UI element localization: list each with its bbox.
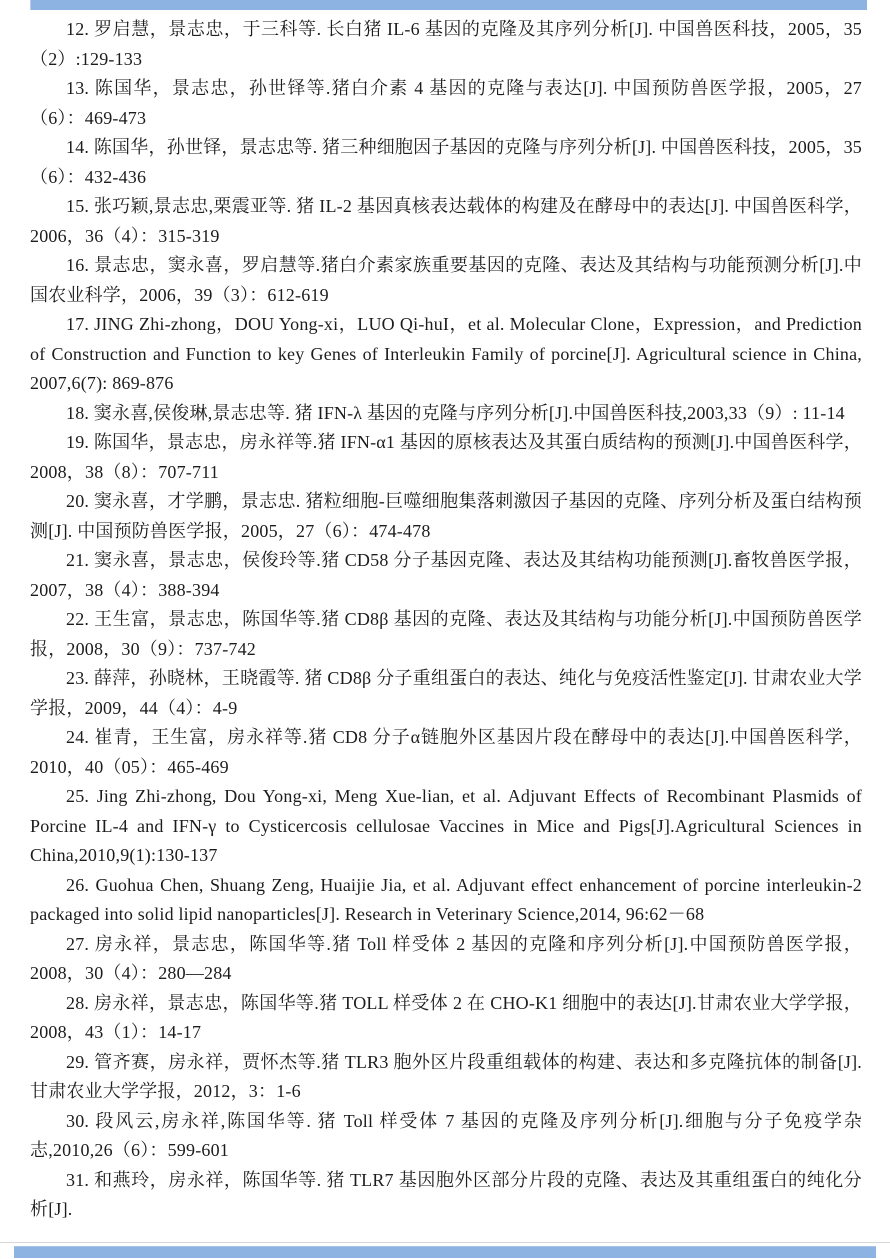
reference-item: 12. 罗启慧，景志忠，于三科等. 长白猪 IL-6 基因的克隆及其序列分析[J]. 中国兽医科技，2005，35（2）:129-133 bbox=[30, 19, 862, 69]
reference-item: 21. 窦永喜，景志忠，侯俊玲等.猪 CD58 分子基因克隆、表达及其结构功能预测[J].畜牧兽医学报，2007，38（4）：388-394 bbox=[30, 550, 862, 600]
reference-item: 24. 崔青，王生富，房永祥等.猪 CD8 分子α链胞外区基因片段在酵母中的表达[J].中国兽医科学，2010，40（05）：465-469 bbox=[30, 727, 862, 777]
reference-item: 16. 景志忠，窦永喜，罗启慧等.猪白介素家族重要基因的克隆、表达及其结构与功能预测分析[J].中国农业科学，2006，39（3）：612-619 bbox=[30, 255, 862, 305]
reference-item: 19. 陈国华，景志忠，房永祥等.猪 IFN-α1 基因的原核表达及其蛋白质结构的预测[J].中国兽医科学，2008，38（8）：707-711 bbox=[30, 432, 862, 482]
reference-item: 27. 房永祥，景志忠，陈国华等.猪 Toll 样受体 2 基因的克隆和序列分析[J].中国预防兽医学报，2008，30（4）：280—284 bbox=[30, 933, 862, 983]
footer-divider bbox=[0, 1242, 890, 1243]
bottom-page-border-bar bbox=[14, 1246, 876, 1258]
reference-item: 20. 窦永喜，才学鹏，景志忠. 猪粒细胞-巨噬细胞集落刺激因子基因的克隆、序列分析及蛋白结构预测[J]. 中国预防兽医学报，2005，27（6）：474-478 bbox=[30, 491, 862, 541]
reference-item: 26. Guohua Chen, Shuang Zeng, Huaijie Jia, et al. Adjuvant effect enhancement of porcine interleukin-2 packaged into solid lipid nanoparticles[J]. Research in Veterinary Science,2014, 96:62－68 bbox=[30, 874, 862, 924]
reference-item: 31. 和燕玲，房永祥，陈国华等. 猪 TLR7 基因胞外区部分片段的克隆、表达及其重组蛋白的纯化分析[J]. bbox=[30, 1169, 862, 1219]
reference-item: 14. 陈国华，孙世铎，景志忠等. 猪三种细胞因子基因的克隆与序列分析[J]. 中国兽医科技，2005，35（6）：432-436 bbox=[30, 137, 862, 187]
reference-list bbox=[30, 15, 862, 1225]
reference-item: 18. 窦永喜,侯俊琳,景志忠等. 猪 IFN-λ 基因的克隆与序列分析[J].中国兽医科技,2003,33（9）: 11-14 bbox=[66, 402, 845, 423]
reference-item: 29. 管齐赛，房永祥，贾怀杰等.猪 TLR3 胞外区片段重组载体的构建、表达和多克隆抗体的制备[J]. 甘肃农业大学学报，2012，3：1-6 bbox=[30, 1051, 862, 1101]
reference-item: 15. 张巧颖,景志忠,栗震亚等. 猪 IL-2 基因真核表达载体的构建及在酵母中的表达[J]. 中国兽医科学，2006，36（4）：315-319 bbox=[30, 196, 862, 246]
reference-item: 25. Jing Zhi-zhong, Dou Yong-xi, Meng Xue-lian, et al. Adjuvant Effects of Recombinant Plasmids of Porcine IL-4 and IFN-γ to Cysticercosis cellulosae Vaccines in Mice and Pigs[J].Agricultural Sciences in China,2010,9(1):130-137 bbox=[30, 786, 862, 865]
reference-item: 17. JING Zhi-zhong，DOU Yong-xi，LUO Qi-huI，et al. Molecular Clone，Expression，and Prediction of Construction and Function to key Genes of Interleukin Family of porcine[J]. Agricultural science in China, 2007,6(7): 869-876 bbox=[30, 314, 862, 393]
reference-item: 28. 房永祥，景志忠，陈国华等.猪 TOLL 样受体 2 在 CHO-K1 细胞中的表达[J].甘肃农业大学学报，2008，43（1）：14-17 bbox=[30, 992, 862, 1042]
top-page-border-bar bbox=[30, 0, 867, 10]
reference-item: 30. 段风云,房永祥,陈国华等. 猪 Toll 样受体 7 基因的克隆及序列分析[J].细胞与分子免疫学杂志,2010,26（6）：599-601 bbox=[30, 1110, 862, 1160]
reference-item: 13. 陈国华，景志忠，孙世铎等.猪白介素 4 基因的克隆与表达[J]. 中国预防兽医学报，2005，27（6）：469-473 bbox=[30, 78, 862, 128]
reference-item: 23. 薛萍，孙晓林，王晓霞等. 猪 CD8β 分子重组蛋白的表达、纯化与免疫活性鉴定[J]. 甘肃农业大学学报，2009，44（4）：4-9 bbox=[30, 668, 862, 718]
reference-item: 22. 王生富，景志忠，陈国华等.猪 CD8β 基因的克隆、表达及其结构与功能分析[J].中国预防兽医学报，2008，30（9）：737-742 bbox=[30, 609, 862, 659]
